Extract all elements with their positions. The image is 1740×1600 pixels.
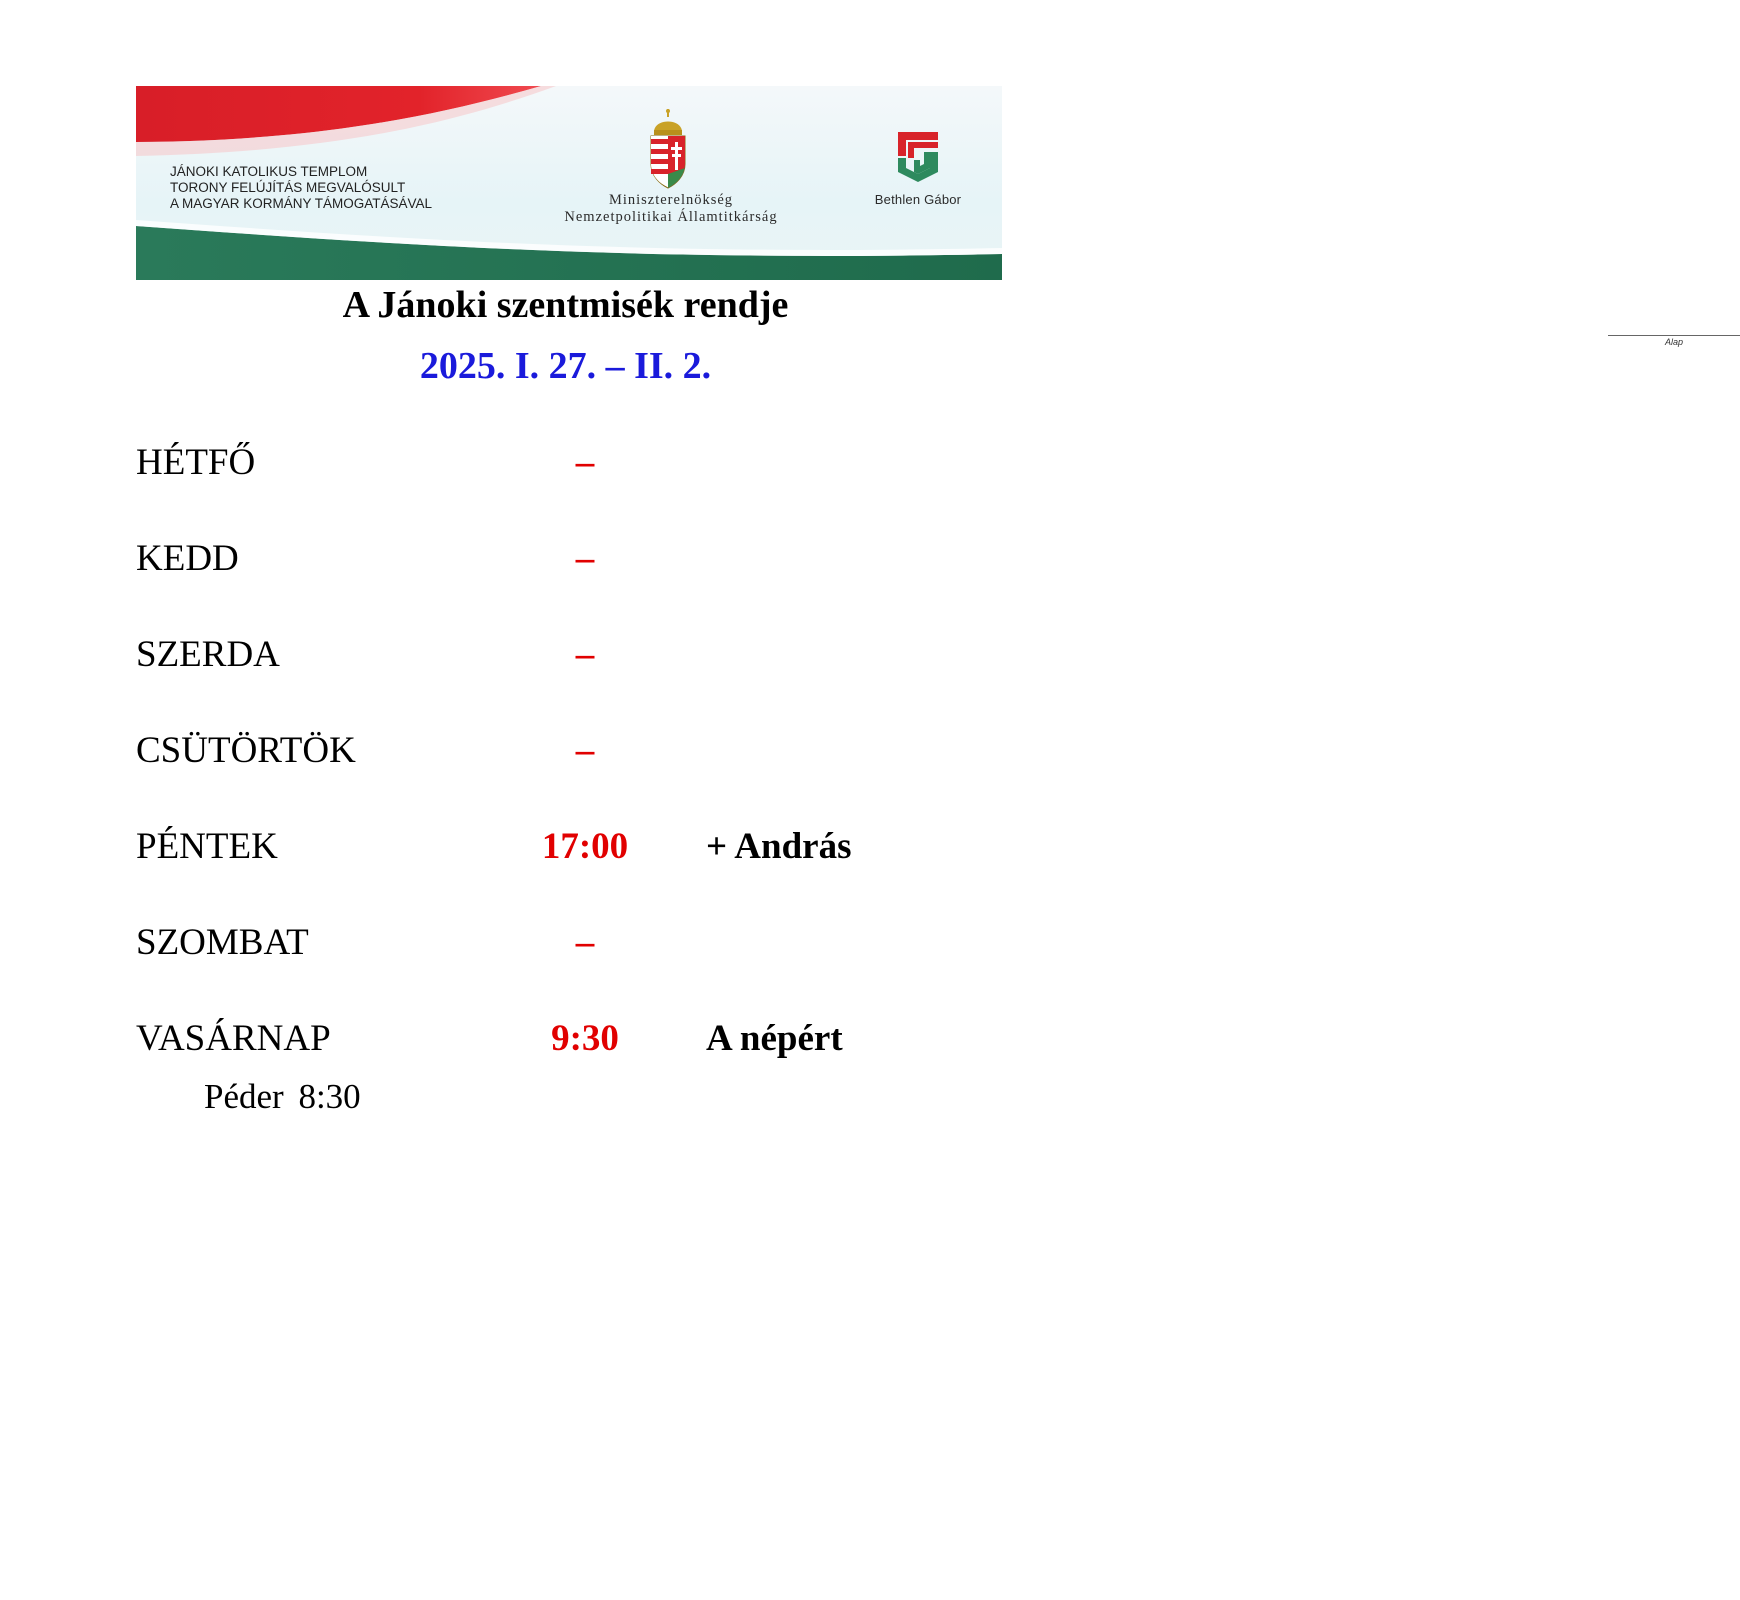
day-label: PÉNTEK bbox=[136, 826, 278, 867]
mass-time: 17:00 bbox=[541, 826, 629, 867]
mass-time: 9:30 bbox=[551, 1018, 619, 1059]
day-label: VASÁRNAP bbox=[136, 1018, 331, 1059]
mass-intention: A népért bbox=[706, 1018, 843, 1059]
schedule-row bbox=[0, 822, 1131, 872]
mass-time: – bbox=[575, 922, 595, 963]
mass-time: – bbox=[575, 730, 595, 771]
mass-time: – bbox=[575, 538, 595, 579]
day-label: HÉTFŐ bbox=[136, 442, 256, 483]
project-line: JÁNOKI KATOLIKUS TEMPLOM bbox=[170, 164, 368, 179]
schedule-row bbox=[0, 1014, 1131, 1064]
project-line: TORONY FELÚJÍTÁS MEGVALÓSULT bbox=[170, 180, 406, 195]
day-label: KEDD bbox=[136, 538, 239, 579]
schedule-row bbox=[0, 438, 1131, 488]
schedule-row bbox=[0, 918, 1131, 968]
mass-intention: + András bbox=[706, 826, 852, 867]
fund-sub: Alap bbox=[1608, 335, 1740, 347]
project-line: A MAGYAR KORMÁNY TÁMOGATÁSÁVAL bbox=[170, 196, 433, 211]
date-range: 2025. I. 27. – II. 2. bbox=[419, 345, 712, 387]
ministry-line: Nemzetpolitikai Államtitkárság bbox=[564, 209, 778, 225]
day-label: CSÜTÖRTÖK bbox=[136, 730, 356, 771]
page-title: A Jánoki szentmisék rendje bbox=[342, 284, 789, 326]
mass-time: – bbox=[575, 442, 595, 483]
sunday-note: Péder 8:30 bbox=[204, 1077, 361, 1116]
schedule-row bbox=[0, 630, 1131, 680]
schedule-row bbox=[0, 534, 1131, 584]
day-label: SZERDA bbox=[136, 634, 280, 675]
schedule-row bbox=[0, 726, 1131, 776]
mass-time: – bbox=[575, 634, 595, 675]
fund-name: Bethlen Gábor bbox=[874, 192, 962, 207]
ministry-line: Miniszterelnökség bbox=[608, 192, 734, 208]
day-label: SZOMBAT bbox=[136, 922, 309, 963]
